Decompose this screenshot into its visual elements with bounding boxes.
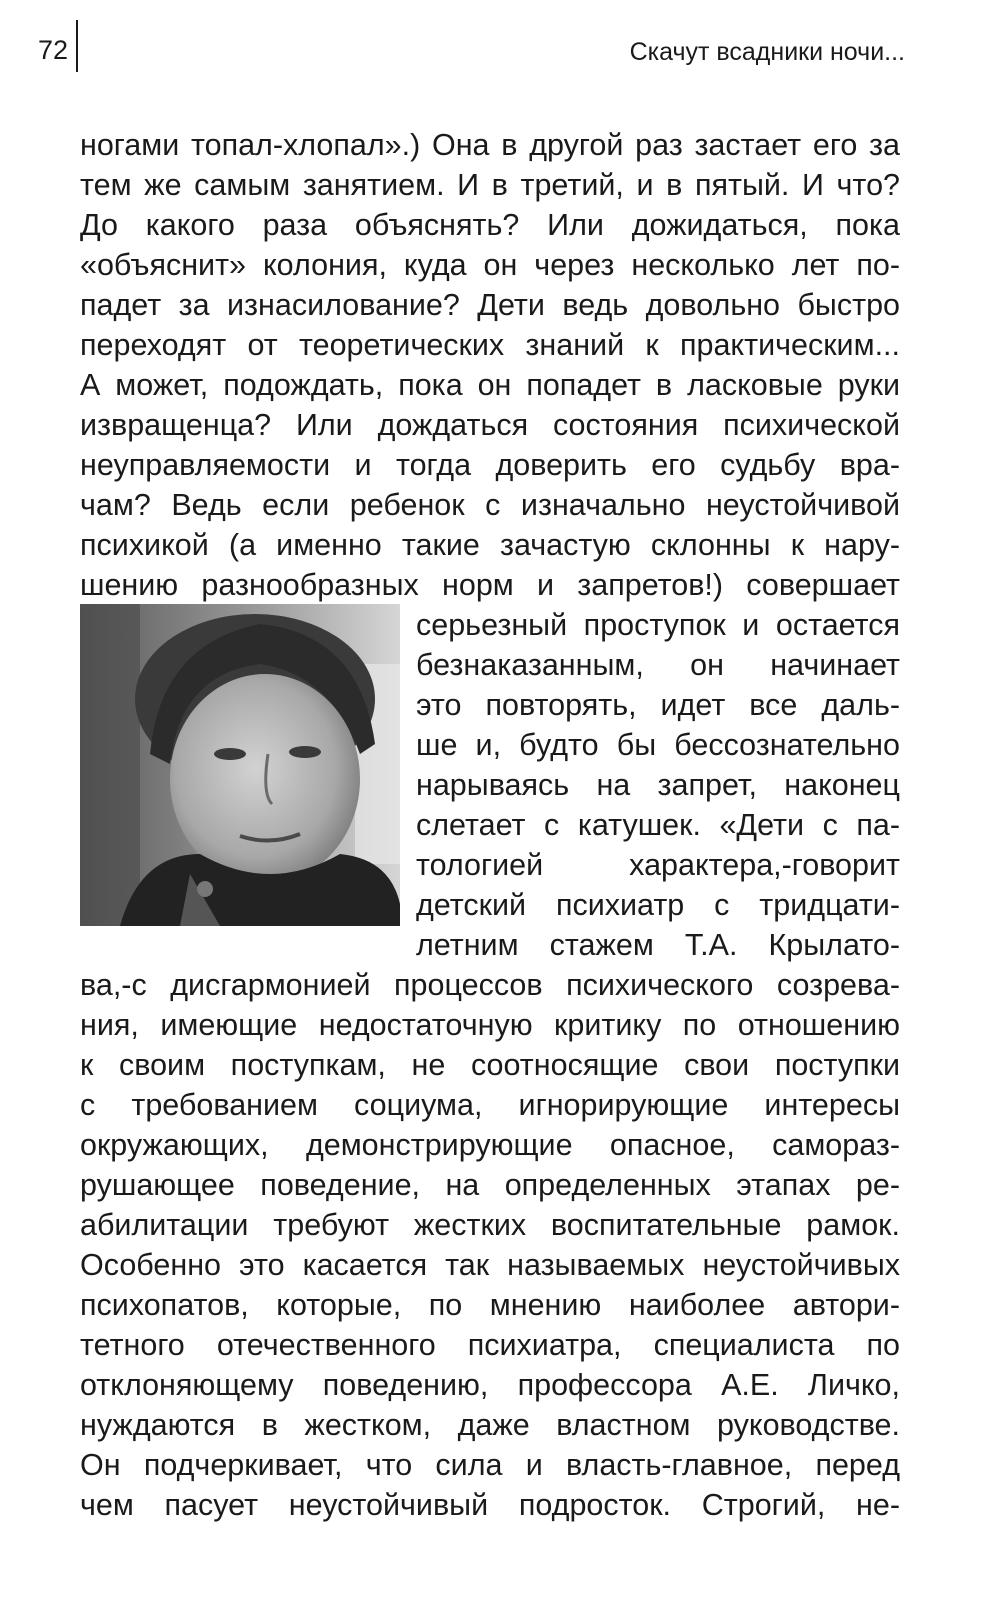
- page-number: 72: [38, 35, 69, 65]
- text-line: До какого раза объяснять? Или дожидаться, пока: [80, 208, 900, 242]
- text-line: переходят от теоретических знаний к практическим...: [80, 328, 900, 362]
- text-line: психопатов, которые, по мнению наиболее автори-: [80, 1288, 900, 1322]
- text-line: тем же самым занятием. И в третий, и в пятый. И что?: [80, 168, 900, 202]
- text-line: это повторять, идет все даль-: [416, 688, 900, 722]
- text-line: чам? Ведь если ребенок с изначально неустойчивой: [80, 488, 900, 522]
- text-line: ше и, будто бы бессознательно: [416, 728, 900, 762]
- text-line: абилитации требуют жестких воспитательные рамок.: [80, 1208, 900, 1242]
- text-line: тетного отечественного психиатра, специалиста по: [80, 1328, 900, 1362]
- text-line: отклоняющему поведению, профессора А.Е. Личко,: [80, 1368, 900, 1402]
- text-line: серьезный проступок и остается: [416, 608, 900, 642]
- text-line: неуправляемости и тогда доверить его судьбу вра-: [80, 448, 900, 482]
- text-line: психикой (а именно такие зачастую склонны к нару-: [80, 528, 900, 562]
- text-line: тологией характера,-говорит: [416, 848, 900, 882]
- text-line: окружающих, демонстрирующие опасное, самораз-: [80, 1128, 900, 1162]
- text-line: чем пасует неустойчивый подросток. Строгий, не-: [80, 1488, 900, 1522]
- text-line: ва,-с дисгармонией процессов психического созрева-: [80, 968, 900, 1002]
- text-line: нуждаются в жестком, даже властном руководстве.: [80, 1408, 900, 1442]
- text-line: ногами топал-хлопал».) Она в другой раз застает его за: [80, 128, 900, 162]
- text-line: ния, имеющие недостаточную критику по отношению: [80, 1008, 900, 1042]
- portrait-photo: [80, 604, 400, 926]
- text-line: с требованием социума, игнорирующие интересы: [80, 1088, 900, 1122]
- header-rule: [76, 20, 78, 72]
- text-line: Он подчеркивает, что сила и власть-главное, перед: [80, 1448, 900, 1482]
- text-line: нарываясь на запрет, наконец: [416, 768, 900, 802]
- text-line: «объяснит» колония, куда он через несколько лет по-: [80, 248, 900, 282]
- text-line: летним стажем Т.А. Крылато-: [416, 928, 900, 962]
- text-line: извращенца? Или дождаться состояния психической: [80, 408, 900, 442]
- text-line: Особенно это касается так называемых неустойчивых: [80, 1248, 900, 1282]
- text-line: детский психиатр с тридцати-: [416, 888, 900, 922]
- text-line: к своим поступкам, не соотносящие свои поступки: [80, 1048, 900, 1082]
- running-head: Скачут всадники ночи...: [629, 38, 905, 66]
- text-line: А может, подождать, пока он попадет в ласковые руки: [80, 368, 900, 402]
- text-line: рушающее поведение, на определенных этапах ре-: [80, 1168, 900, 1202]
- text-line: слетает с катушек. «Дети с па-: [416, 808, 900, 842]
- text-line: шению разнообразных норм и запретов!) совершает: [80, 568, 900, 602]
- text-line: безнаказанным, он начинает: [416, 648, 900, 682]
- text-line: падет за изнасилование? Дети ведь довольно быстро: [80, 288, 900, 322]
